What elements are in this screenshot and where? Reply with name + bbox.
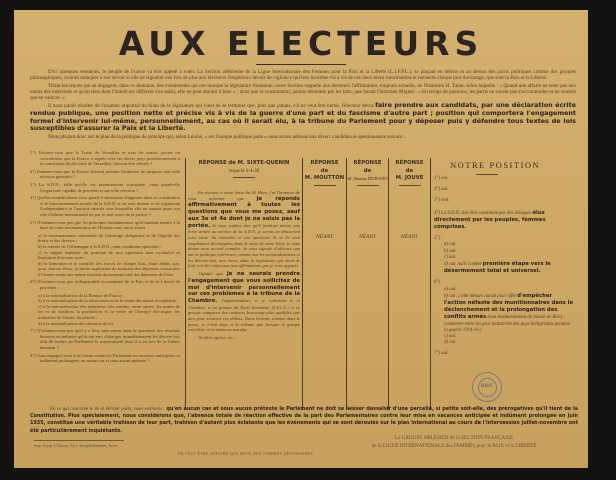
position-5d [434, 261, 574, 275]
position-6d: d) oui. [444, 340, 457, 346]
question-7: 7°) N'estimez-vous pas qu'il y a lieu, sans entrer dans le questions des résultats heureux ou néfastes qu'ils ont eus, d'abroger immédiatement les décrets-lois afin de rendre au Parlement la souveraineté dont il a eu tort de se laisser dessaisir ? [30, 328, 180, 350]
sq-p2-text2: J'appartiendrai, si je redeviens à la Chambre, à un groupe du Parti Socialiste (S.F.I.O.) et ce groupe comptera des orateurs beaucoup plus qualifiés que moi pour soutenir ces débats. Dans l'avenir, comme dans le passé, je n'irai donc à la tribune que lorsque le groupe socialiste m'en donnera mandat. [188, 297, 300, 333]
position-7: 7°) oui. [434, 351, 449, 357]
header-rule [399, 185, 421, 186]
intro-text [30, 69, 576, 141]
position-4-bold: élus directement par les peuples, femmes comprises. [434, 209, 546, 231]
moutton-response: NÉANT [315, 234, 334, 240]
sq-paragraph-1 [188, 190, 300, 269]
question-1: 1°) Estimez-vous que le Traité de Versailles et tous les traités, pactes ou conventions que la France a signés avec les divers pays postérieurement à la conclusion du dit traité de Versailles, doivent être révisés ? [30, 150, 180, 167]
printer-rule [34, 440, 124, 441]
header-sixte-quenin-title: RÉPONSE de M. SIXTE-QUENIN [198, 160, 290, 166]
position-5b: b) oui. [444, 248, 457, 254]
position-2: 2°) oui. [434, 187, 449, 193]
header-durand [347, 160, 388, 186]
header-moutton-de: de [320, 167, 329, 174]
position-6b-bold: d'empêcher l'action néfaste des munitionnaires dans le déclenchement et la prolongation des conflits armés [444, 292, 574, 321]
question-8: 8°) Vous engagez-vous à ne laisser mettre le Parlement en vacances anticipées ou indûment prolongées, en aucun cas et sous aucun prétexte ? [30, 352, 180, 364]
column-divider [430, 158, 431, 410]
question-5d: d) la limitation et le contrôle des forces de chaque Etat, étant admis que, pour chacun d'eux, la limite supérieure du montant des dépenses consacrées à l'armée serait une même fraction du montant total des dépenses de l'état. [38, 260, 180, 277]
position-6a: a) oui. [444, 286, 457, 292]
question-5b: b) la rentrée de l'Allemagne à la S.D.N., sans conditions spéciales ; [38, 243, 162, 249]
column-divider [302, 158, 303, 410]
conclusion-text [30, 406, 578, 435]
question-3: 3°) La S.D.N., telle qu'elle est présentement constituée, vous paraît-elle l'organisme capable de procéder à une telle révision ? [30, 181, 180, 193]
position-5c: c) oui. [444, 254, 457, 260]
position-4-text: 4°) La S.D.N. doit être constituée par des délégués [434, 210, 532, 216]
question-5c: c) le rappel explicite du principe de non agression sans exclusive ni limitation d'aucune sorte ; [38, 249, 180, 261]
sq-closing: Veuillez agréer, etc... [198, 335, 237, 341]
conclusion-lead: En ce qui concerne le 8e et dernier point, nous estimons : [50, 407, 165, 412]
question-6a: a) à la nationalisation de la Banque de France ; [38, 292, 125, 298]
printer-credit: Imp. Coop. L'Union, 31, r. Joseph-Daoudet, Arles [34, 443, 118, 448]
position-6b-text: b) oui ; cette mesure aurait pour effet [444, 293, 516, 299]
column-divider [185, 158, 186, 410]
intro-paragraph-3 [30, 102, 576, 132]
header-moutton-title: RÉPONSE [310, 160, 339, 166]
signature-line-2: de la LIGUE INTERNATIONALE des FEMMES pour la PAIX et la LIBERTÉ [371, 443, 537, 449]
position-3: 3°) non. [434, 198, 450, 204]
poster-sheet [14, 10, 588, 468]
notre-position-answers [434, 176, 574, 358]
position-6b [434, 293, 574, 334]
header-moutton-name: M. MOUTTON [304, 175, 345, 181]
header-jouve-de: de [405, 167, 414, 174]
question-6d: d) à la nationalisation des chemins de fer. [38, 320, 115, 326]
header-rule [357, 185, 379, 186]
header-jouve [389, 160, 430, 186]
conclusion-bold: qu'en aucun cas et sous aucun prétexte le Parlement ne doit se laisser dessaisir d'une parcelle, si petite soit-elle, des prérogatives qu'il tient de la Constitution. Plus spécialement, nous considérons que, l'absence totale de réaction effective de la part des Parlementaires contre leur mise en vacances anticipée et indûment prolongée en juin 1935, constitue une véritable trahison de leur part, trahison d'autant plus éclatante que les événements qui se sont déroulés sur le plan international au cours de l'intersession juillet-novembre ont été particulièrement inquiétants. [30, 406, 578, 434]
position-6b-text2: (non bombardement du bassin de Briey ; commerce entre les gros industriels des pays belligérants pendant la guerre 1914-18.) [444, 315, 571, 333]
question-2: 2°) Estimez-vous que la France doivent prendre l'initiative de proposer une telle révision générale ? [30, 168, 180, 180]
sixte-quenin-response [188, 190, 300, 343]
header-jouve-name: M. JOUVE [395, 175, 424, 181]
header-sixte-quenin-date: reçue le 1-4-36 [228, 168, 260, 174]
column-divider [388, 158, 389, 410]
header-rule [314, 185, 336, 186]
position-5: 5°) : [434, 236, 443, 242]
signature [344, 434, 564, 450]
notre-position-title: NOTRE POSITION [450, 160, 541, 170]
jouve-response: NÉANT [400, 234, 419, 240]
header-moutton [303, 160, 346, 186]
question-5: 5°) N'estimez-vous pas que les principes fondamentaux qu'il faudrait mettre à la base de cette reconstruction de l'Europe sont, entre autres : [30, 219, 180, 231]
question-5a: a) la reconnaissance solennelle de l'arbitrage obligatoire et de l'égalité des droits et des devoirs ; [38, 232, 180, 244]
position-5d-bold: première étape vers le désarmement total et universel. [444, 261, 551, 275]
header-durand-name: M. Marius DURAND [347, 176, 388, 181]
sq-p2-bold: je ne saurais prendre l'engagement que vous sollicitez de moi d'intervenir personnellement sur ces problèmes à la tribune de la Chambre. [188, 271, 300, 304]
title-underline [256, 64, 346, 65]
position-5d-text: d) oui, mais comme [444, 262, 482, 268]
questionnaire-column [30, 150, 180, 366]
question-6b: b) à la nationalisation de la fabrication et de la vente des armes et explosifs ; [38, 298, 179, 304]
intro-paragraph-2: Tirant les leçons qui se dégagent, dans ce domaine, des événements qui ont marqué la législature finissante, notre Section rappelle aux électeurs l'affirmation, toujours actuelle, de l'historien H. Taine, selon laquelle : « Quand une affaire ne reste pas aux mains des intéressés et qu'un tiers dont l'intérêt est différent s'en saisit, elle ne peut aboutir à bien » ; ainsi que la constatation, jamais démentie par les faits, que faisait l'historien Mignet : « En temps de passions, les partis ne savent pas s'accommoder et ne veulent que se vaincre. » [30, 82, 576, 102]
header-durand-de: de [363, 167, 372, 174]
stamp-label: BDIC [480, 384, 494, 389]
sq-p1-text: En réponse à votre lettre du 30 Mars, j'ai l'honneur de vous informer que [188, 190, 300, 201]
question-6: 6°) N'estimez-vous pas indispensable au maintien de la Paix et de la Liberté de procéder : [30, 279, 180, 291]
position-6: 6°) : [434, 280, 443, 286]
intro-p3-lead: Il nous paraît résulter de l'examen impartial du bilan de la législature qui vient de se terminer que, plus que jamais, s'il ne veut être berné, l'électeur devra [48, 103, 374, 110]
position-5a: a) oui. [444, 242, 457, 248]
durand-response: NÉANT [358, 234, 377, 240]
sq-p1-bold: je réponds affirmativement à toutes les questions que vous me posez, sauf aux 3e et 4e dont je ne saisis pas la portée. [188, 195, 300, 229]
header-jouve-title: RÉPONSE [395, 160, 424, 166]
position-6c: c) oui. [444, 334, 457, 340]
intro-p3-bold: faire prendre aux candidats, par une déclaration écrite rendue publique, une position nette et précise vis à vis de la guerre d'une part et du fascisme d'autre part ; position qui comportera l'engagement formel d'intervenir lui-même, personnellement, au cas où il serait élu, à la tribune du Parlement pour y déposer puis y défendre tous textes de lois susceptibles d'assurer la Paix et la Liberté. [30, 101, 577, 133]
poster-title: AUX ELECTEURS [118, 24, 484, 63]
sq-p1-text2: Si vous vouliez dire qu'il faudrait mettre une force armée au service de la S.D.N. je serais en désaccord avec vous. Au contraire si vos questions 3e et 4e sont simplement développées dans le suite de votre lettre je vous donne mon accord complet. Je vous signale d'ailleurs que sur la politique extérieure, comme sur les nationalisations et les décrets-lois, mes votes, dans la législature qui vient de finir ont été conformes aux affirmations que je vous apporte. [188, 222, 300, 269]
column-divider [346, 158, 347, 410]
header-sixte-quenin [188, 160, 300, 178]
question-4: 4°) Quelles modifications vous paraît-il nécessaire d'apporter dans la constitution et le fonctionnement actuels de la S.D.N. si on veut donner à cet organisme l'indépendance et l'autorité morale sans lesquelles elle ne saurait jouer son rôle d'arbitre international ou par le seul souci de la justice ? [30, 195, 180, 217]
position-rule [476, 174, 498, 175]
intro-paragraph-4: Nous plaçant donc sur le plan de la politique de principe qui, selon Lénine, « est l'unique politique juste » nous avons adressé aux divers candidats le questionnaire suivant : [48, 133, 405, 140]
stamp-notice: NE PEUT-ÊTRE AFFICHÉ QUE MUNI DES TIMBRES NÉCESSAIRES [178, 452, 314, 456]
question-6c: c) à la nationalisation des industries clés comme, entre autres, les mines de fer et de charbon, la production et la vente de l'énergie électrique, les industries de l'azote, du pétrole ; [38, 303, 180, 321]
position-1: 1°) oui. [434, 176, 449, 181]
sq-paragraph-2 [188, 271, 300, 333]
header-rule [233, 177, 255, 178]
bdic-stamp [472, 372, 502, 402]
header-durand-title: RÉPONSE [353, 160, 382, 166]
sq-p2-text: J'ajoute que [198, 271, 224, 277]
signature-line-1: Le GROUPE ARLÉSIEN de la SECTION FRANÇAISE [394, 435, 514, 441]
intro-paragraph-1: D'ici quelques semaines, le peuple de France va être appelé à voter. La Section arlésienne de la Ligue Internationale des Femmes pour la Paix et la Liberté (L.I.F.P.L.), se plaçant en dehors et au dessus des partis politiques comme des groupes philosophiques, croirait manquer à son devoir si elle ne signalait une fois de plus aux électeurs l'impérieux devoir de vigilance qui leur incombe vis à vis de ces deux biens inestimables et menacés chaque jour davantage, que sont la Paix et la Liberté. [30, 69, 576, 82]
position-4 [434, 210, 574, 232]
response-table [30, 150, 578, 412]
